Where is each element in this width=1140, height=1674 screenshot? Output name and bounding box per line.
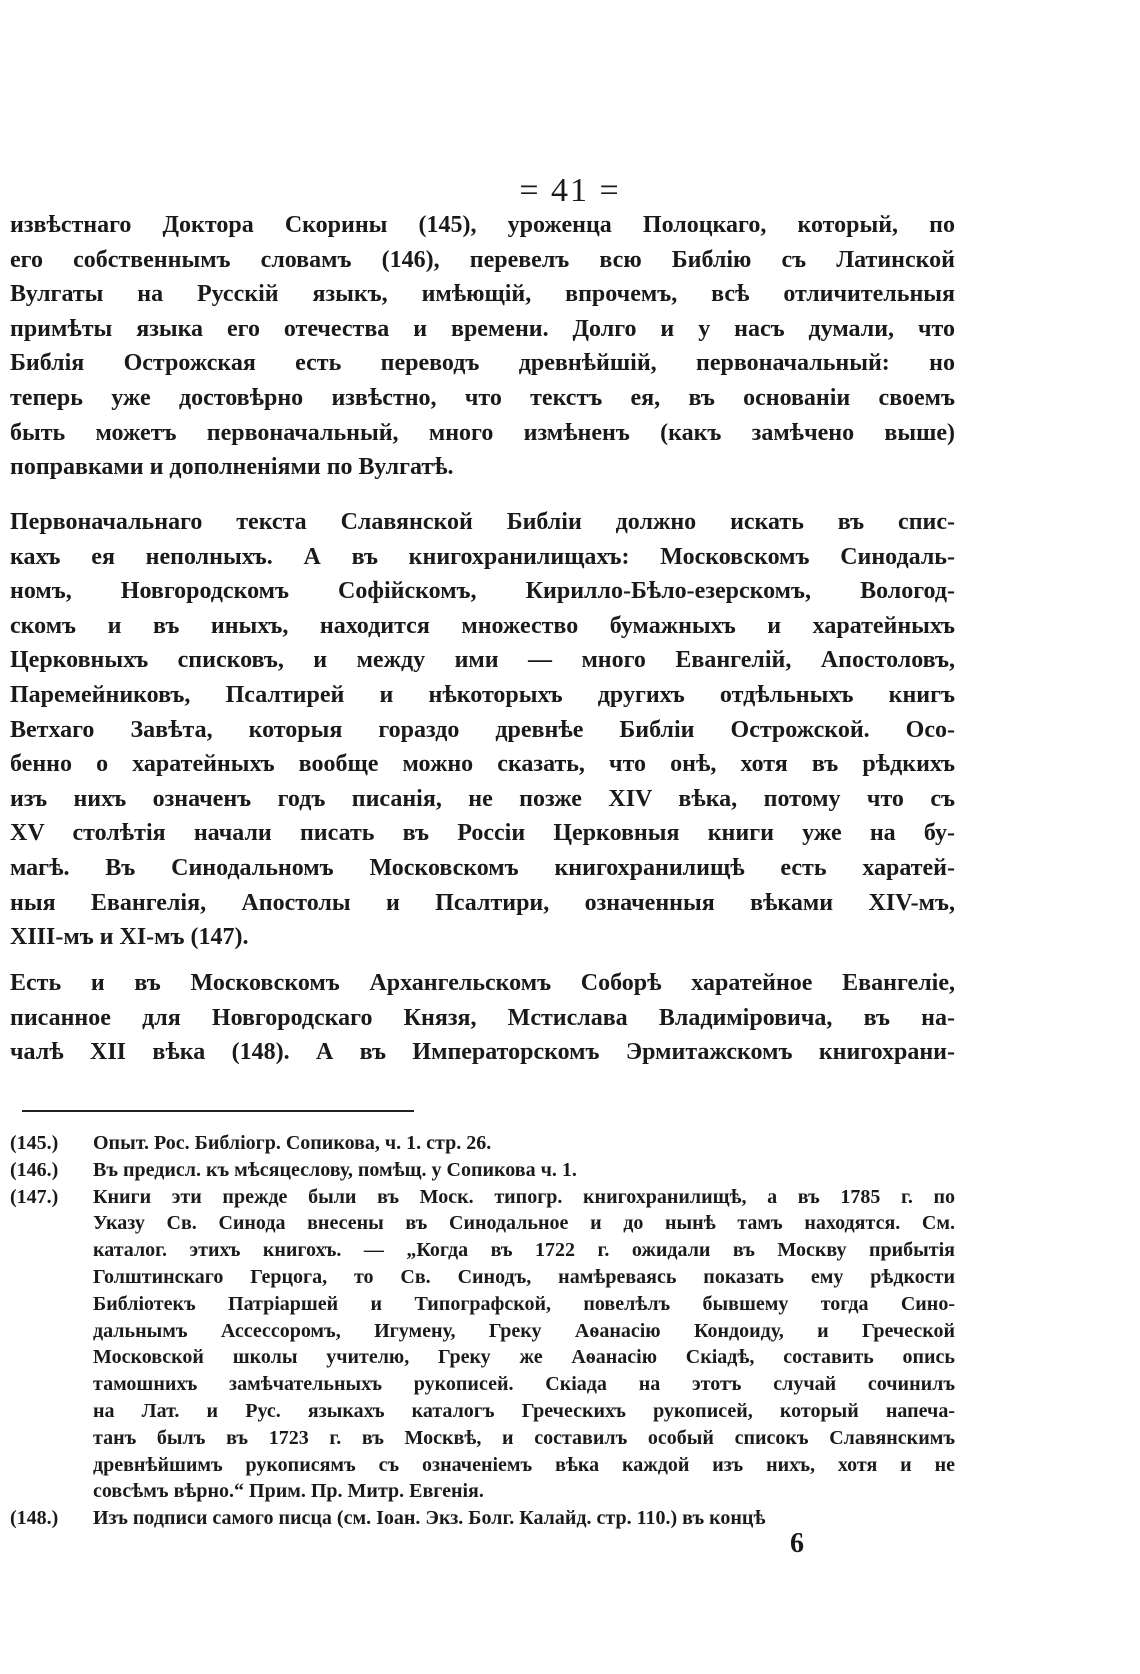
paragraph-3 [10, 966, 955, 1070]
footnote-146 [10, 1157, 955, 1184]
footnote-mark: (148.) [10, 1507, 59, 1530]
text-line: изъ нихъ означенъ годъ писанія, не позже XIV вѣка, потому что съ [10, 785, 955, 812]
text-line: Церковныхъ списковъ, и между ими — много Евангелій, Апостоловъ, [10, 647, 955, 674]
footnote-divider [22, 1110, 414, 1112]
signature-mark: 6 [790, 1528, 804, 1559]
footnote-line: Въ предисл. къ мѣсяцеслову, помѣщ. у Сопикова ч. 1. [93, 1158, 577, 1181]
footnotes [10, 1130, 955, 1532]
paragraph-1 [10, 208, 955, 485]
footnote-line: каталог. этихъ книгохъ. — „Когда въ 1722 г. ожидали въ Москву прибытія [93, 1239, 955, 1262]
text-line: ныя Евангелія, Апостолы и Псалтири, означенныя вѣками XIV-мъ, [10, 889, 955, 916]
footnote-line: на Лат. и Рус. языкахъ каталогъ Греческихъ рукописей, который напеча- [93, 1399, 955, 1422]
footnote-mark: (146.) [10, 1158, 59, 1181]
text-line: Вулгаты на Русскій языкъ, имѣющій, впрочемъ, всѣ отличительныя [10, 281, 955, 308]
text-line: XV столѣтія начали писать въ Россіи Церковныя книги уже на бу- [10, 820, 955, 847]
text-line: кахъ ея неполныхъ. А въ книгохранилищахъ: Московскомъ Синодаль- [10, 543, 955, 570]
text-line: теперь уже достовѣрно извѣстно, что текстъ ея, въ основаніи своемъ [10, 384, 955, 411]
footnote-147 [10, 1184, 955, 1506]
footnote-145 [10, 1130, 955, 1157]
text-line: Первоначальнаго текста Славянской Библіи должно искать въ спис- [10, 509, 955, 535]
text-line: Есть и въ Московскомъ Архангельскомъ Соборѣ харатейное Евангеліе, [10, 970, 955, 996]
footnote-mark: (147.) [10, 1185, 59, 1208]
text-line: Библія Острожская есть переводъ древнѣйшій, первоначальный: но [10, 350, 955, 377]
text-line: писанное для Новгородскаго Князя, Мстислава Владиміровича, въ на- [10, 1004, 955, 1031]
text-line: извѣстнаго Доктора Скорины (145), уроженца Полоцкаго, который, по [10, 212, 955, 238]
text-line: чалѣ XII вѣка (148). А въ Императорскомъ Эрмитажскомъ книгохрани- [10, 1039, 955, 1066]
text-line: примѣты языка его отечества и времени. Долго и у насъ думали, что [10, 315, 955, 342]
footnote-line: Изъ подписи самого писца (см. Іоан. Экз. Болг. Калайд. стр. 110.) въ концѣ [93, 1507, 766, 1530]
footnote-line: тамошнихъ замѣчательныхъ рукописей. Скіада на этотъ случай сочинилъ [93, 1373, 955, 1396]
text-line: Ветхаго Завѣта, которыя гораздо древнѣе Библіи Острожской. Осо- [10, 716, 955, 743]
text-line: XIII-мъ и XI-мъ (147). [10, 924, 249, 951]
paragraph-2 [10, 505, 955, 955]
footnote-line: Опыт. Рос. Библіогр. Сопикова, ч. 1. стр. 26. [93, 1132, 492, 1154]
footnote-line: древнѣйшимъ рукописямъ съ означеніемъ вѣка каждой изъ нихъ, хотя и не [93, 1453, 955, 1476]
text-line: Паремейниковъ, Псалтирей и нѣкоторыхъ другихъ отдѣльныхъ книгъ [10, 681, 955, 708]
footnote-line: дальнымъ Ассессоромъ, Игумену, Греку Аѳанасію Кондоиду, и Греческой [93, 1319, 955, 1342]
footnote-line: Голштинскаго Герцога, то Св. Синодъ, намѣреваясь показать ему рѣдкости [93, 1265, 955, 1288]
text-line: его собственнымъ словамъ (146), перевелъ всю Библію съ Латинской [10, 246, 955, 273]
footnote-line: Московской школы учителю, Греку же Аѳанасію Скіадѣ, составить опись [93, 1346, 955, 1369]
footnote-line: совсѣмъ вѣрно.“ Прим. Пр. Митр. Евгенія. [93, 1480, 484, 1503]
text-line: быть можетъ первоначальный, много измѣненъ (какъ замѣчено выше) [10, 419, 955, 446]
text-line: номъ, Новгородскомъ Софійскомъ, Кирилло-Бѣло-езерскомъ, Вологод- [10, 578, 955, 605]
page-number: = 41 = [519, 172, 621, 209]
footnote-mark: (145.) [10, 1132, 59, 1154]
text-line: бенно о харатейныхъ вообще можно сказать, что онѣ, хотя въ рѣдкихъ [10, 751, 955, 778]
text-line: скомъ и въ иныхъ, находится множество бумажныхъ и харатейныхъ [10, 612, 955, 639]
text-line: магѣ. Въ Синодальномъ Московскомъ книгохранилищѣ есть харатей- [10, 854, 955, 881]
footnote-line: Указу Св. Синода внесены въ Синодальное и до нынѣ тамъ находятся. См. [93, 1212, 955, 1235]
footnote-line: танъ былъ въ 1723 г. въ Москвѣ, и составилъ особый списокъ Славянскимъ [93, 1426, 955, 1449]
footnote-148 [10, 1505, 955, 1532]
footnote-line: Книги эти прежде были въ Моск. типогр. книгохранилищѣ, а въ 1785 г. по [93, 1185, 955, 1208]
text-line: поправками и дополненіями по Вулгатѣ. [10, 454, 454, 481]
footnote-line: Библіотекъ Патріаршей и Типографской, повелѣлъ бывшему тогда Сино- [93, 1292, 955, 1315]
